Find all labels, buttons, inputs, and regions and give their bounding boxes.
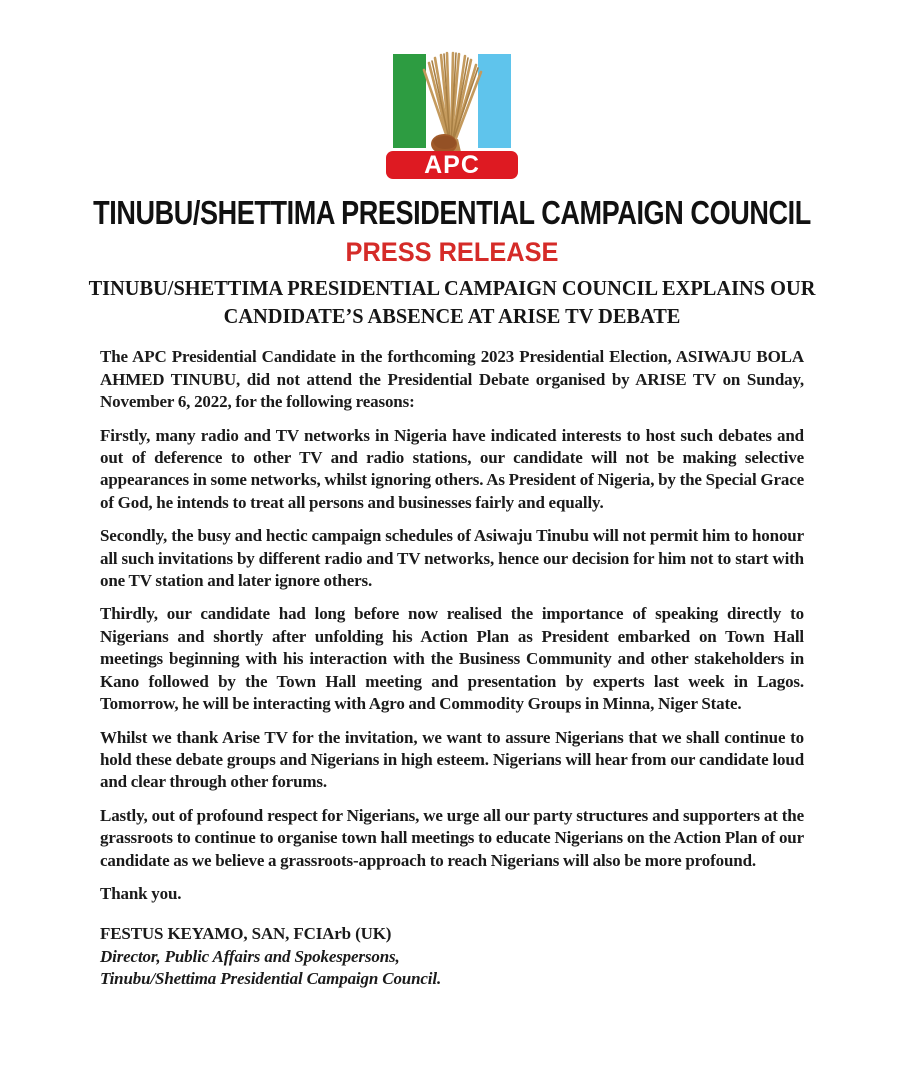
subject-line-1: TINUBU/SHETTIMA PRESIDENTIAL CAMPAIGN COUNCIL EXPLAINS OUR (88, 275, 816, 300)
paragraph-intro: The APC Presidential Candidate in the forthcoming 2023 Presidential Election, ASIWAJU BOLA AHMED TINUBU, did not attend the Presidential Debate organised by ARISE TV on Sunday, November 6, 2022, for the following reasons: (100, 347, 804, 412)
signatory-role: Director, Public Affairs and Spokespersons, (100, 946, 400, 966)
logo-green-bar (393, 54, 426, 148)
signatory-name: FESTUS KEYAMO, SAN, FCIArb (UK) (100, 924, 392, 944)
paragraph-firstly: Firstly, many radio and TV networks in Nigeria have indicated interests to host such debates and out of deference to other TV and radio stations, our candidate will not be making selective appearances in some networks, whilst ignoring others. As President of Nigeria, by the Special Grace of God, he intends to treat all persons and businesses fairly and equally. (100, 425, 804, 512)
paragraph-arise-thanks: Whilst we thank Arise TV for the invitation, we want to assure Nigerians that we shall continue to hold these debate groups and Nigerians in high esteem. Nigerians will hear from our candidate loud and clear through other forums. (100, 727, 804, 792)
subject-line-2: CANDIDATE’S ABSENCE AT ARISE TV DEBATE (223, 303, 681, 328)
paragraph-lastly: Lastly, out of profound respect for Nigerians, we urge all our party structures and supporters at the grassroots to continue to organise town hall meetings to educate Nigerians on the Action Plan of our candidate as we believe a grassroots-approach to reach Nigerians will also be more profound. (100, 805, 804, 870)
logo-acronym: APC (424, 151, 480, 179)
signature-block (100, 923, 804, 990)
paragraph-thirdly: Thirdly, our candidate had long before now realised the importance of speaking directly to Nigerians and shortly after unfolding his Action Plan as President embarked on Town Hall meetings beginning with his interaction with the Business Community and other stakeholders in Kano followed by the Town Hall meeting and presentation by experts last week in Lagos. Tomorrow, he will be interacting with Agro and Commodity Groups in Minna, Niger State. (100, 604, 804, 714)
signatory-organization: Tinubu/Shettima Presidential Campaign Council. (100, 969, 442, 989)
paragraph-secondly: Secondly, the busy and hectic campaign schedules of Asiwaju Tinubu will not permit him to honour all such invitations by different radio and TV networks, hence our decision for him not to start with one TV station and later ignore others. (100, 526, 804, 591)
letter-body (100, 346, 804, 905)
press-release-label: PRESS RELEASE (345, 236, 559, 267)
logo-blue-bar (478, 54, 511, 148)
closing-line: Thank you. (100, 883, 182, 903)
subject-heading (14, 275, 891, 330)
page-title: TINUBU/SHETTIMA PRESIDENTIAL CAMPAIGN COUNCIL (93, 194, 811, 231)
apc-logo (0, 0, 904, 180)
apc-broom-logo-icon (386, 44, 518, 180)
